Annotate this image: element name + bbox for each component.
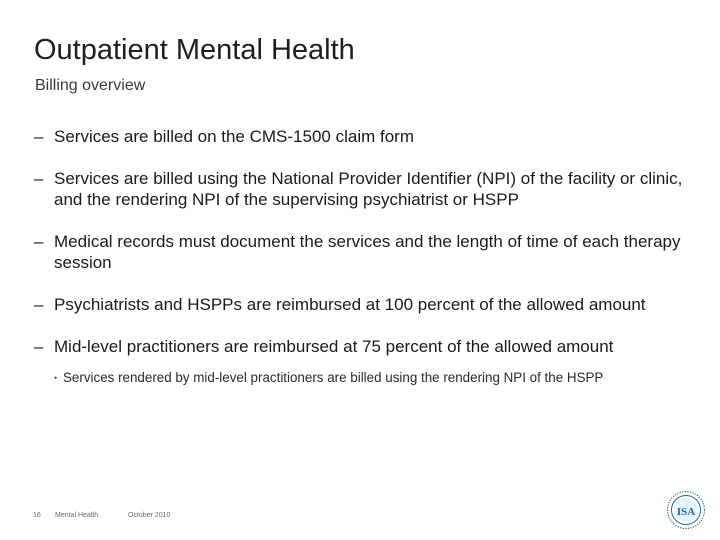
bullet-text: Services are billed using the National Provider Identifier (NPI) of the facility or clinic, and the rendering NPI of the supervising psychiatrist or HSPP [54,169,683,209]
bullet-item [34,168,694,210]
footer [33,511,170,521]
bullet-text: Services are billed on the CMS-1500 claim form [54,127,414,146]
footer-section: Mental Health [55,512,99,519]
dash-marker: – [34,232,44,251]
footer-page-number: 16 [33,512,41,519]
sub-bullet-text: Services rendered by mid-level practitioners are billed using the rendering NPI of the HSPP [63,370,604,385]
dash-marker: – [34,169,44,188]
dash-marker: – [34,337,44,356]
bullet-text: Mid-level practitioners are reimbursed at 75 percent of the allowed amount [54,337,614,356]
bullet-text: Psychiatrists and HSPPs are reimbursed at 100 percent of the allowed amount [54,295,646,314]
state-seal-icon [666,490,706,530]
slide-subtitle: Billing overview [35,77,146,94]
sub-bullet-item [54,369,694,387]
footer-date: October 2010 [128,512,171,519]
seal-letters: ISA [676,506,696,518]
dash-marker: – [34,295,44,314]
bullet-item [34,231,694,273]
bullet-list [34,126,694,408]
bullet-item [34,294,694,315]
bullet-dot-marker: • [54,373,58,383]
slide-title: Outpatient Mental Health [34,34,355,66]
bullet-item [34,336,694,387]
sub-bullet-list [54,369,694,387]
dash-marker: – [34,127,44,146]
bullet-item [34,126,694,147]
bullet-text: Medical records must document the services and the length of time of each therapy session [54,232,681,272]
